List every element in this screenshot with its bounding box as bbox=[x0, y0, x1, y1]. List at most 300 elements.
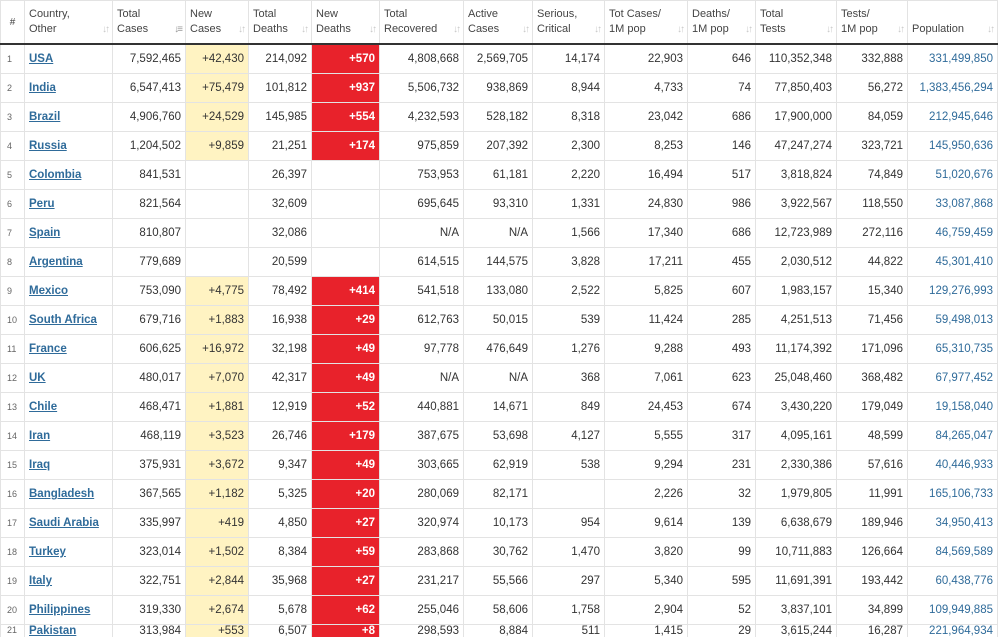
new-cases-cell bbox=[186, 161, 249, 190]
total-cases-cell: 468,119 bbox=[113, 422, 186, 451]
deaths-per-1m-cell: 74 bbox=[688, 74, 756, 103]
tot-cases-per-1m-cell: 24,830 bbox=[605, 190, 688, 219]
total-cases-cell: 480,017 bbox=[113, 364, 186, 393]
table-row bbox=[1, 451, 998, 480]
table-row bbox=[1, 538, 998, 567]
deaths-per-1m-cell: 686 bbox=[688, 219, 756, 248]
total-tests-cell: 4,251,513 bbox=[756, 306, 837, 335]
table-row bbox=[1, 161, 998, 190]
header-new-cases[interactable] bbox=[186, 1, 249, 45]
country-cell bbox=[25, 596, 113, 625]
total-cases-cell: 319,330 bbox=[113, 596, 186, 625]
new-deaths-cell: +49 bbox=[312, 335, 380, 364]
sort-icon[interactable]: ↓↑ bbox=[238, 24, 244, 35]
sort-icon[interactable]: ↓↑ bbox=[102, 24, 108, 35]
tot-cases-per-1m-cell: 9,288 bbox=[605, 335, 688, 364]
header-row bbox=[1, 1, 998, 45]
total-tests-cell: 47,247,274 bbox=[756, 132, 837, 161]
total-recovered-cell: 975,859 bbox=[380, 132, 464, 161]
header-label-line2: Cases bbox=[468, 23, 500, 35]
row-number: 20 bbox=[1, 596, 25, 625]
sort-icon[interactable]: ↓↑ bbox=[897, 24, 903, 35]
tests-per-1m-cell: 171,096 bbox=[837, 335, 908, 364]
header-label-line1: Tot Cases/ bbox=[609, 8, 661, 20]
row-number: 6 bbox=[1, 190, 25, 219]
total-tests-cell: 12,723,989 bbox=[756, 219, 837, 248]
population-cell: 84,569,589 bbox=[908, 538, 998, 567]
new-cases-cell: +24,529 bbox=[186, 103, 249, 132]
country-cell bbox=[25, 509, 113, 538]
header-total-tests[interactable] bbox=[756, 1, 837, 45]
header-active-cases[interactable] bbox=[464, 1, 533, 45]
header-label-line1: Country, bbox=[29, 8, 70, 20]
new-cases-cell: +1,502 bbox=[186, 538, 249, 567]
total-deaths-cell: 78,492 bbox=[249, 277, 312, 306]
sort-icon[interactable]: ↓↑ bbox=[301, 24, 307, 35]
serious-critical-cell: 538 bbox=[533, 451, 605, 480]
country-link[interactable]: Turkey bbox=[29, 546, 66, 558]
country-cell bbox=[25, 74, 113, 103]
new-cases-cell bbox=[186, 219, 249, 248]
tests-per-1m-cell: 189,946 bbox=[837, 509, 908, 538]
row-number: 14 bbox=[1, 422, 25, 451]
active-cases-cell: 207,392 bbox=[464, 132, 533, 161]
total-recovered-cell: 303,665 bbox=[380, 451, 464, 480]
serious-critical-cell: 2,522 bbox=[533, 277, 605, 306]
total-cases-cell: 4,906,760 bbox=[113, 103, 186, 132]
new-deaths-cell: +937 bbox=[312, 74, 380, 103]
row-number: 17 bbox=[1, 509, 25, 538]
header-label-line2: Deaths bbox=[316, 23, 351, 35]
table-row bbox=[1, 509, 998, 538]
tests-per-1m-cell: 118,550 bbox=[837, 190, 908, 219]
tests-per-1m-cell: 57,616 bbox=[837, 451, 908, 480]
row-number: 13 bbox=[1, 393, 25, 422]
header-total-cases[interactable] bbox=[113, 1, 186, 45]
table-row bbox=[1, 335, 998, 364]
viewport-cutoff bbox=[0, 629, 1001, 637]
serious-critical-cell: 4,127 bbox=[533, 422, 605, 451]
tests-per-1m-cell: 193,442 bbox=[837, 567, 908, 596]
deaths-per-1m-cell: 146 bbox=[688, 132, 756, 161]
deaths-per-1m-cell: 29 bbox=[688, 625, 756, 637]
country-cell bbox=[25, 132, 113, 161]
active-cases-cell: 144,575 bbox=[464, 248, 533, 277]
total-tests-cell: 3,837,101 bbox=[756, 596, 837, 625]
row-number: 5 bbox=[1, 161, 25, 190]
total-recovered-cell: 4,232,593 bbox=[380, 103, 464, 132]
active-cases-cell: N/A bbox=[464, 219, 533, 248]
new-deaths-cell bbox=[312, 248, 380, 277]
country-cell bbox=[25, 219, 113, 248]
active-cases-cell: 10,173 bbox=[464, 509, 533, 538]
total-tests-cell: 3,818,824 bbox=[756, 161, 837, 190]
deaths-per-1m-cell: 595 bbox=[688, 567, 756, 596]
total-deaths-cell: 32,609 bbox=[249, 190, 312, 219]
header-serious-critical[interactable] bbox=[533, 1, 605, 45]
tot-cases-per-1m-cell: 22,903 bbox=[605, 44, 688, 74]
serious-critical-cell: 1,758 bbox=[533, 596, 605, 625]
active-cases-cell: 55,566 bbox=[464, 567, 533, 596]
total-cases-cell: 821,564 bbox=[113, 190, 186, 219]
table-row bbox=[1, 567, 998, 596]
header-population[interactable] bbox=[908, 1, 998, 45]
header-label-line1: New bbox=[190, 8, 213, 20]
total-recovered-cell: 298,593 bbox=[380, 625, 464, 637]
population-cell: 51,020,676 bbox=[908, 161, 998, 190]
total-cases-cell: 7,592,465 bbox=[113, 44, 186, 74]
tests-per-1m-cell: 368,482 bbox=[837, 364, 908, 393]
country-cell bbox=[25, 103, 113, 132]
total-recovered-cell: 5,506,732 bbox=[380, 74, 464, 103]
total-deaths-cell: 4,850 bbox=[249, 509, 312, 538]
deaths-per-1m-cell: 686 bbox=[688, 103, 756, 132]
row-number: 15 bbox=[1, 451, 25, 480]
total-deaths-cell: 6,507 bbox=[249, 625, 312, 637]
active-cases-cell: 50,015 bbox=[464, 306, 533, 335]
sort-icon[interactable]: ↓↑ bbox=[826, 24, 832, 35]
tot-cases-per-1m-cell: 5,825 bbox=[605, 277, 688, 306]
country-link[interactable]: Colombia bbox=[29, 169, 82, 181]
tot-cases-per-1m-cell: 17,211 bbox=[605, 248, 688, 277]
country-cell bbox=[25, 422, 113, 451]
active-cases-cell: 30,762 bbox=[464, 538, 533, 567]
table-row bbox=[1, 277, 998, 306]
active-cases-cell: 58,606 bbox=[464, 596, 533, 625]
deaths-per-1m-cell: 231 bbox=[688, 451, 756, 480]
country-cell bbox=[25, 161, 113, 190]
country-cell bbox=[25, 567, 113, 596]
active-cases-cell: N/A bbox=[464, 364, 533, 393]
population-cell: 67,977,452 bbox=[908, 364, 998, 393]
active-cases-cell: 93,310 bbox=[464, 190, 533, 219]
total-cases-cell: 779,689 bbox=[113, 248, 186, 277]
population-cell: 34,950,413 bbox=[908, 509, 998, 538]
tot-cases-per-1m-cell: 23,042 bbox=[605, 103, 688, 132]
total-deaths-cell: 8,384 bbox=[249, 538, 312, 567]
new-deaths-cell: +570 bbox=[312, 44, 380, 74]
country-link[interactable]: Pakistan bbox=[29, 625, 77, 637]
country-link[interactable]: France bbox=[29, 343, 67, 355]
total-cases-cell: 375,931 bbox=[113, 451, 186, 480]
header-label-line2: Deaths bbox=[253, 23, 288, 35]
country-link[interactable]: Iraq bbox=[29, 459, 51, 471]
tot-cases-per-1m-cell: 9,294 bbox=[605, 451, 688, 480]
total-deaths-cell: 12,919 bbox=[249, 393, 312, 422]
total-deaths-cell: 26,397 bbox=[249, 161, 312, 190]
total-deaths-cell: 9,347 bbox=[249, 451, 312, 480]
serious-critical-cell: 1,566 bbox=[533, 219, 605, 248]
table-row bbox=[1, 132, 998, 161]
country-link[interactable]: Iran bbox=[29, 430, 51, 442]
new-cases-cell: +16,972 bbox=[186, 335, 249, 364]
country-link[interactable]: USA bbox=[29, 53, 54, 65]
row-number: 19 bbox=[1, 567, 25, 596]
tot-cases-per-1m-cell: 17,340 bbox=[605, 219, 688, 248]
country-link[interactable]: Philippines bbox=[29, 604, 91, 616]
sort-icon[interactable]: ↓↑ bbox=[369, 24, 375, 35]
new-deaths-cell bbox=[312, 161, 380, 190]
total-recovered-cell: 387,675 bbox=[380, 422, 464, 451]
deaths-per-1m-cell: 646 bbox=[688, 44, 756, 74]
sort-icon[interactable]: ↓↑ bbox=[987, 24, 993, 35]
tests-per-1m-cell: 56,272 bbox=[837, 74, 908, 103]
active-cases-cell: 53,698 bbox=[464, 422, 533, 451]
serious-critical-cell: 8,318 bbox=[533, 103, 605, 132]
total-cases-cell: 468,471 bbox=[113, 393, 186, 422]
deaths-per-1m-cell: 317 bbox=[688, 422, 756, 451]
header-country[interactable] bbox=[25, 1, 113, 45]
deaths-per-1m-cell: 623 bbox=[688, 364, 756, 393]
country-link[interactable]: Brazil bbox=[29, 111, 61, 123]
deaths-per-1m-cell: 52 bbox=[688, 596, 756, 625]
country-cell bbox=[25, 451, 113, 480]
total-recovered-cell: 753,953 bbox=[380, 161, 464, 190]
new-deaths-cell: +29 bbox=[312, 306, 380, 335]
sort-desc-icon[interactable]: ↓≡ bbox=[174, 24, 181, 35]
population-cell: 33,087,868 bbox=[908, 190, 998, 219]
row-number: 21 bbox=[1, 625, 25, 637]
country-cell bbox=[25, 190, 113, 219]
header-num[interactable]: # bbox=[1, 1, 25, 45]
header-deaths-per-1m[interactable] bbox=[688, 1, 756, 45]
total-deaths-cell: 16,938 bbox=[249, 306, 312, 335]
population-cell: 65,310,735 bbox=[908, 335, 998, 364]
new-deaths-cell: +414 bbox=[312, 277, 380, 306]
country-link[interactable]: Russia bbox=[29, 140, 67, 152]
population-cell: 221,964,934 bbox=[908, 625, 998, 637]
total-deaths-cell: 32,086 bbox=[249, 219, 312, 248]
total-deaths-cell: 5,325 bbox=[249, 480, 312, 509]
total-tests-cell: 3,430,220 bbox=[756, 393, 837, 422]
total-recovered-cell: 541,518 bbox=[380, 277, 464, 306]
total-recovered-cell: N/A bbox=[380, 219, 464, 248]
tests-per-1m-cell: 179,049 bbox=[837, 393, 908, 422]
tests-per-1m-cell: 71,456 bbox=[837, 306, 908, 335]
country-link[interactable]: Bangladesh bbox=[29, 488, 95, 500]
population-cell: 145,950,636 bbox=[908, 132, 998, 161]
total-cases-cell: 323,014 bbox=[113, 538, 186, 567]
population-cell: 84,265,047 bbox=[908, 422, 998, 451]
country-link[interactable]: Peru bbox=[29, 198, 55, 210]
sort-icon[interactable]: ↓↑ bbox=[453, 24, 459, 35]
total-recovered-cell: N/A bbox=[380, 364, 464, 393]
country-link[interactable]: Chile bbox=[29, 401, 58, 413]
new-cases-cell: +4,775 bbox=[186, 277, 249, 306]
header-tot-cases-per-1m[interactable] bbox=[605, 1, 688, 45]
header-label-line1: Total bbox=[253, 8, 277, 20]
table-row bbox=[1, 306, 998, 335]
header-label-line2: Population bbox=[912, 23, 964, 35]
deaths-per-1m-cell: 285 bbox=[688, 306, 756, 335]
table-row bbox=[1, 422, 998, 451]
new-deaths-cell: +8 bbox=[312, 625, 380, 637]
sort-icon[interactable]: ↓↑ bbox=[677, 24, 683, 35]
total-cases-cell: 1,204,502 bbox=[113, 132, 186, 161]
new-cases-cell: +9,859 bbox=[186, 132, 249, 161]
table-row bbox=[1, 364, 998, 393]
new-deaths-cell bbox=[312, 190, 380, 219]
total-deaths-cell: 35,968 bbox=[249, 567, 312, 596]
header-label-line1: Total bbox=[384, 8, 408, 20]
country-link[interactable]: South Africa bbox=[29, 314, 97, 326]
active-cases-cell: 133,080 bbox=[464, 277, 533, 306]
total-tests-cell: 110,352,348 bbox=[756, 44, 837, 74]
tests-per-1m-cell: 126,664 bbox=[837, 538, 908, 567]
country-link[interactable]: Saudi Arabia bbox=[29, 517, 99, 529]
total-recovered-cell: 231,217 bbox=[380, 567, 464, 596]
tests-per-1m-cell: 272,116 bbox=[837, 219, 908, 248]
country-link[interactable]: Mexico bbox=[29, 285, 68, 297]
total-recovered-cell: 97,778 bbox=[380, 335, 464, 364]
header-label-line2: Cases bbox=[190, 23, 222, 35]
total-recovered-cell: 612,763 bbox=[380, 306, 464, 335]
country-link[interactable]: Argentina bbox=[29, 256, 83, 268]
population-cell: 331,499,850 bbox=[908, 44, 998, 74]
row-number: 1 bbox=[1, 44, 25, 74]
new-deaths-cell: +62 bbox=[312, 596, 380, 625]
header-label-line1: Total bbox=[117, 8, 141, 20]
deaths-per-1m-cell: 674 bbox=[688, 393, 756, 422]
tot-cases-per-1m-cell: 4,733 bbox=[605, 74, 688, 103]
header-label-line1: Deaths/ bbox=[692, 8, 730, 20]
serious-critical-cell: 1,331 bbox=[533, 190, 605, 219]
population-cell: 129,276,993 bbox=[908, 277, 998, 306]
country-cell bbox=[25, 277, 113, 306]
table-row bbox=[1, 248, 998, 277]
new-deaths-cell: +554 bbox=[312, 103, 380, 132]
deaths-per-1m-cell: 455 bbox=[688, 248, 756, 277]
new-cases-cell bbox=[186, 248, 249, 277]
total-tests-cell: 77,850,403 bbox=[756, 74, 837, 103]
sort-icon[interactable]: ↓↑ bbox=[745, 24, 751, 35]
total-cases-cell: 322,751 bbox=[113, 567, 186, 596]
total-deaths-cell: 21,251 bbox=[249, 132, 312, 161]
new-cases-cell: +75,479 bbox=[186, 74, 249, 103]
total-deaths-cell: 101,812 bbox=[249, 74, 312, 103]
serious-critical-cell: 954 bbox=[533, 509, 605, 538]
tests-per-1m-cell: 323,721 bbox=[837, 132, 908, 161]
total-recovered-cell: 4,808,668 bbox=[380, 44, 464, 74]
table-row bbox=[1, 44, 998, 74]
new-deaths-cell: +179 bbox=[312, 422, 380, 451]
total-tests-cell: 25,048,460 bbox=[756, 364, 837, 393]
country-cell bbox=[25, 364, 113, 393]
header-label-line2: 1M pop bbox=[609, 23, 646, 35]
row-number: 12 bbox=[1, 364, 25, 393]
header-label-line1: Active bbox=[468, 8, 498, 20]
active-cases-cell: 82,171 bbox=[464, 480, 533, 509]
total-cases-cell: 6,547,413 bbox=[113, 74, 186, 103]
new-deaths-cell: +174 bbox=[312, 132, 380, 161]
total-tests-cell: 1,979,805 bbox=[756, 480, 837, 509]
header-label-line2: Tests bbox=[760, 23, 786, 35]
row-number: 2 bbox=[1, 74, 25, 103]
new-deaths-cell bbox=[312, 219, 380, 248]
tests-per-1m-cell: 16,287 bbox=[837, 625, 908, 637]
header-label-line1: New bbox=[316, 8, 339, 20]
total-cases-cell: 606,625 bbox=[113, 335, 186, 364]
country-cell bbox=[25, 480, 113, 509]
new-deaths-cell: +52 bbox=[312, 393, 380, 422]
header-new-deaths[interactable] bbox=[312, 1, 380, 45]
tests-per-1m-cell: 15,340 bbox=[837, 277, 908, 306]
header-total-recovered[interactable] bbox=[380, 1, 464, 45]
serious-critical-cell: 539 bbox=[533, 306, 605, 335]
tot-cases-per-1m-cell: 9,614 bbox=[605, 509, 688, 538]
serious-critical-cell: 14,174 bbox=[533, 44, 605, 74]
country-link[interactable]: Italy bbox=[29, 575, 53, 587]
sort-icon[interactable]: ↓↑ bbox=[594, 24, 600, 35]
total-deaths-cell: 20,599 bbox=[249, 248, 312, 277]
tot-cases-per-1m-cell: 16,494 bbox=[605, 161, 688, 190]
header-label-line2: Recovered bbox=[384, 23, 438, 35]
new-deaths-cell: +49 bbox=[312, 364, 380, 393]
total-recovered-cell: 440,881 bbox=[380, 393, 464, 422]
table-row bbox=[1, 596, 998, 625]
new-deaths-cell: +49 bbox=[312, 451, 380, 480]
row-number: 3 bbox=[1, 103, 25, 132]
header-total-deaths[interactable] bbox=[249, 1, 312, 45]
total-cases-cell: 810,807 bbox=[113, 219, 186, 248]
new-cases-cell: +1,883 bbox=[186, 306, 249, 335]
total-deaths-cell: 214,092 bbox=[249, 44, 312, 74]
active-cases-cell: 938,869 bbox=[464, 74, 533, 103]
tot-cases-per-1m-cell: 8,253 bbox=[605, 132, 688, 161]
tests-per-1m-cell: 44,822 bbox=[837, 248, 908, 277]
population-cell: 109,949,885 bbox=[908, 596, 998, 625]
country-link[interactable]: India bbox=[29, 82, 56, 94]
population-cell: 1,383,456,294 bbox=[908, 74, 998, 103]
new-cases-cell: +2,844 bbox=[186, 567, 249, 596]
tot-cases-per-1m-cell: 24,453 bbox=[605, 393, 688, 422]
total-deaths-cell: 145,985 bbox=[249, 103, 312, 132]
country-link[interactable]: Spain bbox=[29, 227, 61, 239]
deaths-per-1m-cell: 517 bbox=[688, 161, 756, 190]
total-recovered-cell: 280,069 bbox=[380, 480, 464, 509]
tests-per-1m-cell: 11,991 bbox=[837, 480, 908, 509]
tot-cases-per-1m-cell: 5,555 bbox=[605, 422, 688, 451]
total-cases-cell: 841,531 bbox=[113, 161, 186, 190]
population-cell: 165,106,733 bbox=[908, 480, 998, 509]
total-recovered-cell: 283,868 bbox=[380, 538, 464, 567]
header-label-line1: Tests/ bbox=[841, 8, 870, 20]
tests-per-1m-cell: 74,849 bbox=[837, 161, 908, 190]
row-number: 18 bbox=[1, 538, 25, 567]
table-body bbox=[1, 44, 998, 637]
new-cases-cell: +419 bbox=[186, 509, 249, 538]
active-cases-cell: 8,884 bbox=[464, 625, 533, 637]
header-label-line2: Other bbox=[29, 23, 57, 35]
population-cell: 45,301,410 bbox=[908, 248, 998, 277]
new-cases-cell: +1,182 bbox=[186, 480, 249, 509]
total-deaths-cell: 32,198 bbox=[249, 335, 312, 364]
table-row bbox=[1, 74, 998, 103]
header-label-line2: 1M pop bbox=[692, 23, 729, 35]
row-number: 9 bbox=[1, 277, 25, 306]
serious-critical-cell: 297 bbox=[533, 567, 605, 596]
header-tests-per-1m[interactable] bbox=[837, 1, 908, 45]
header-label-line2: Cases bbox=[117, 23, 149, 35]
country-link[interactable]: UK bbox=[29, 372, 46, 384]
population-cell: 46,759,459 bbox=[908, 219, 998, 248]
sort-icon[interactable]: ↓↑ bbox=[522, 24, 528, 35]
new-cases-cell: +3,523 bbox=[186, 422, 249, 451]
header-label-line2: 1M pop bbox=[841, 23, 878, 35]
table-row bbox=[1, 219, 998, 248]
new-deaths-cell: +20 bbox=[312, 480, 380, 509]
country-cell bbox=[25, 248, 113, 277]
